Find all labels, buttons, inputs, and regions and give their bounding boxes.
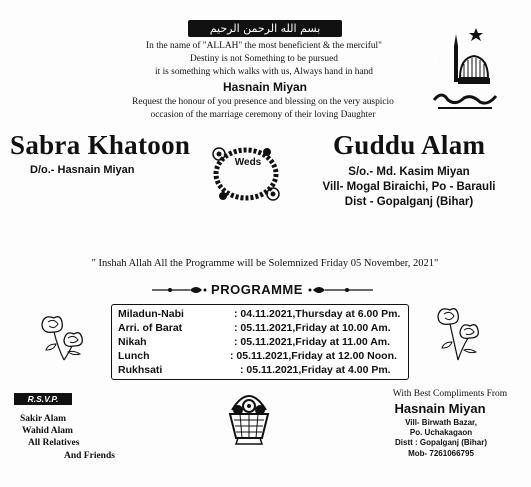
weds-label: Weds (234, 157, 262, 168)
rsvp-name: And Friends (64, 451, 115, 461)
request-line-1: Request the honour of you presence and blessing on the very auspicio (132, 97, 394, 107)
bride-parent: D/o.- Hasnain Miyan (30, 164, 135, 176)
compliments-name: Hasnain Miyan (394, 401, 486, 416)
rsvp-badge: R.S.V.P. (14, 393, 72, 405)
compliments-mobile: Mob- 7261066795 (408, 449, 474, 458)
schedule-row (118, 307, 404, 321)
compliments-address-2: Po. Uchakagaon (409, 428, 473, 437)
mosque-crescent-icon (428, 20, 502, 114)
programme-schedule (111, 304, 409, 380)
rose-right-icon (426, 298, 490, 364)
schedule-event: Miladun-Nabi (118, 308, 184, 320)
rsvp-name: Wahid Alam (22, 426, 73, 436)
schedule-datetime: : 05.11.2021,Friday at 12.00 Noon. (230, 350, 397, 362)
schedule-datetime: : 04.11.2021,Thursday at 6.00 Pm. (234, 308, 401, 320)
request-line-2: occasion of the marriage ceremony of their loving Daughter (150, 110, 376, 120)
schedule-event: Arri. of Barat (118, 322, 183, 334)
schedule-event: Lunch (118, 350, 150, 362)
intro-line-1: In the name of "ALLAH" the most beneficient & the merciful" (146, 41, 382, 51)
groom-name: Guddu Alam (333, 130, 486, 160)
intro-line-2: Destiny is not Something to be pursued (190, 54, 338, 64)
bride-name: Sabra Khatoon (10, 130, 191, 160)
flower-basket-icon (226, 388, 272, 446)
compliments-address-1: Vill- Birwath Bazar, (405, 418, 477, 427)
rose-left-icon (34, 304, 94, 364)
inviter-name: Hasnain Miyan (222, 80, 308, 94)
schedule-datetime: : 05.11.2021,Friday at 10.00 Am. (234, 322, 391, 334)
compliments-label: With Best Compliments From (392, 389, 508, 399)
groom-parent: S/o.- Md. Kasim Miyan (348, 166, 470, 178)
schedule-event: Rukhsati (118, 364, 163, 376)
intro-line-3: it is something which walks with us, Always hand in hand (155, 67, 373, 77)
schedule-row (118, 363, 404, 377)
ornament-right-icon (307, 283, 377, 297)
floral-wreath-icon (205, 140, 287, 208)
compliments-address-3: Distt : Gopalganj (Bihar) (395, 438, 487, 447)
rsvp-name: All Relatives (28, 438, 80, 448)
schedule-datetime: : 05.11.2021,Friday at 4.00 Pm. (240, 364, 391, 376)
rsvp-name: Sakir Alam (20, 414, 67, 424)
schedule-row (118, 335, 404, 349)
schedule-row (118, 321, 404, 335)
solemnized-notice: " Inshah Allah All the Programme will be Solemnized Friday 05 November, 2021" (91, 258, 439, 269)
bismillah-banner: بسم الله الرحمن الرحيم (188, 20, 342, 37)
schedule-row (118, 349, 404, 363)
groom-village: Vill- Mogal Biraichi, Po - Barauli (322, 181, 496, 193)
programme-title: PROGRAMME (211, 282, 303, 297)
ornament-left-icon (150, 283, 208, 297)
groom-district: Dist - Gopalganj (Bihar) (344, 196, 474, 208)
schedule-datetime: : 05.11.2021,Friday at 11.00 Am. (234, 336, 391, 348)
schedule-event: Nikah (118, 336, 147, 348)
